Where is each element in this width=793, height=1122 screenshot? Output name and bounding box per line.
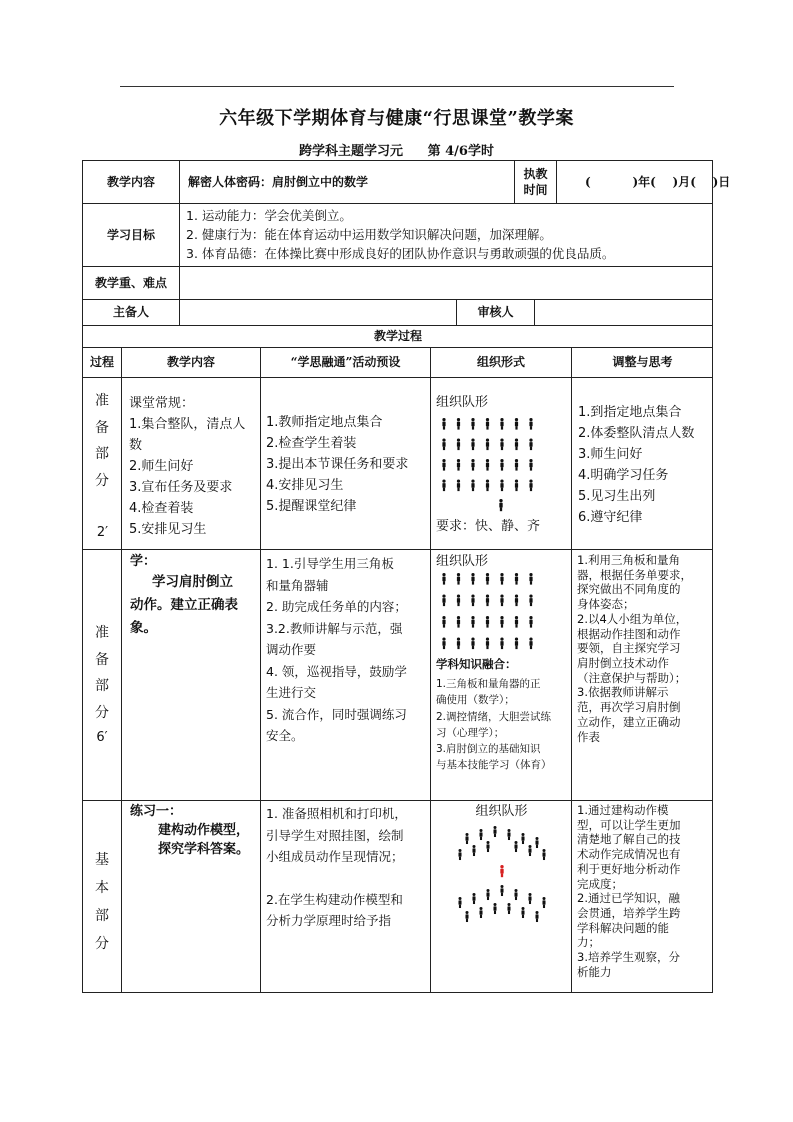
org-title: 组织队形 bbox=[436, 395, 489, 410]
student-figure-icon bbox=[457, 616, 460, 628]
student-figure-icon bbox=[529, 418, 532, 430]
student-figure-icon bbox=[515, 573, 518, 585]
student-figure-icon bbox=[472, 845, 475, 856]
page-title: 六年级下学期体育与健康“行思课堂”教学案 bbox=[219, 108, 574, 129]
header-organization: 组织形式 bbox=[431, 348, 572, 378]
student-figure-icon bbox=[457, 595, 460, 607]
student-figure-icon bbox=[442, 595, 445, 607]
organization-cell bbox=[431, 378, 572, 550]
page-subtitle bbox=[0, 140, 793, 159]
student-figure-icon bbox=[442, 616, 445, 628]
key-points-value bbox=[180, 267, 713, 300]
student-figure-icon bbox=[442, 439, 445, 451]
student-figure-icon bbox=[500, 439, 503, 451]
student-figure-icon bbox=[514, 889, 517, 900]
student-figure-icon bbox=[493, 826, 496, 837]
student-figure-icon bbox=[442, 480, 445, 492]
student-figure-icon bbox=[486, 439, 489, 451]
student-figure-icon bbox=[486, 480, 489, 492]
process-section-title: 教学过程 bbox=[83, 326, 713, 348]
goal-item: 1. 运动能力：学会优美倒立。 bbox=[186, 208, 352, 223]
header-activity: “学思融通”活动预设 bbox=[261, 348, 431, 378]
student-figure-icon bbox=[457, 439, 460, 451]
student-figure-icon bbox=[528, 845, 531, 856]
student-figure-icon bbox=[542, 897, 545, 908]
student-figure-icon bbox=[457, 459, 460, 471]
student-figure-icon bbox=[500, 480, 503, 492]
stage-duration: 6′ bbox=[96, 730, 108, 746]
date-field: ( )年( )月( )日 bbox=[557, 161, 713, 204]
preparer-label: 主备人 bbox=[83, 300, 180, 326]
student-figure-icon bbox=[471, 595, 474, 607]
student-figure-icon bbox=[521, 833, 524, 844]
student-figure-icon bbox=[465, 911, 468, 922]
student-figure-icon bbox=[500, 885, 503, 896]
student-figure-icon bbox=[486, 841, 489, 852]
activity-cell: 1. 准备照相机和打印机， 引导学生对照挂图，绘制 小组成员动作呈现情况； 2.在学生构建动作模型和 分析力学原理时给予指 bbox=[261, 801, 431, 993]
student-figure-icon bbox=[529, 573, 532, 585]
key-points-label: 教学重、难点 bbox=[83, 267, 180, 300]
header-rule bbox=[120, 86, 674, 87]
student-figure-icon bbox=[529, 439, 532, 451]
student-figure-icon bbox=[515, 439, 518, 451]
student-figure-icon bbox=[486, 573, 489, 585]
student-figure-icon bbox=[529, 616, 532, 628]
student-figure-icon bbox=[528, 893, 531, 904]
student-figure-icon bbox=[500, 638, 503, 650]
student-figure-icon bbox=[500, 573, 503, 585]
integration-list: 1.三角板和量角器的正 确使用（数学）； 2.调控情绪，大胆尝试练 习（心理学）； 3.肩肘倒立的基础知识 与基本技能学习（体育） bbox=[436, 678, 552, 772]
student-figure-icon bbox=[535, 911, 538, 922]
reflection-cell: 1.到指定地点集合 2.体委整队清点人数 3.师生问好 4.明确学习任务 5.见习生出列 6.遵守纪律 bbox=[572, 378, 713, 550]
student-figure-icon bbox=[500, 616, 503, 628]
reflection-cell: 1.通过建构动作模 型，可以让学生更加 清楚地了解自己的技 术动作完成情况也有 利于更好地分析动作 完成度； 2.通过已学知识，融 会贯通，培养学生跨 学科解决问题的能 力； 3.培养学生观察，分 析能力 bbox=[577, 803, 681, 979]
lesson-plan-table bbox=[82, 160, 731, 993]
content-cell bbox=[122, 550, 261, 801]
reviewer-value bbox=[535, 300, 713, 326]
student-figure-icon bbox=[442, 638, 445, 650]
reflection-cell: 1.利用三角板和量角 器，根据任务单要求， 探究做出不同角度的 身体姿态； 2.以4人小组为单位， 根据动作挂图和动作 要领，自主探究学习 肩肘倒立技术动作 （注意保护与帮助）； 3.依据教师讲解示 范，再次学习肩肘倒 立动作，建立正确动 作表 bbox=[572, 550, 713, 801]
integration-title: 学科知识融合： bbox=[436, 657, 517, 671]
goals-label: 学习目标 bbox=[83, 204, 180, 267]
header-stage: 过程 bbox=[83, 348, 122, 378]
student-figure-icon bbox=[499, 499, 502, 511]
stage-cell: 准 备 部 分 6′ bbox=[83, 550, 122, 801]
student-figure-icon bbox=[500, 595, 503, 607]
student-figure-icon bbox=[458, 849, 461, 860]
student-figure-icon bbox=[521, 907, 524, 918]
goal-item: 2. 健康行为：能在体育运动中运用数学知识解决问题，加深理解。 bbox=[186, 227, 552, 242]
student-figure-icon bbox=[458, 897, 461, 908]
student-figure-icon bbox=[486, 616, 489, 628]
student-figure-icon bbox=[471, 480, 474, 492]
stage-cell: 基 本 部 分 bbox=[83, 801, 122, 993]
student-figure-icon bbox=[486, 638, 489, 650]
content-label: 教学内容 bbox=[83, 161, 180, 204]
student-figure-icon bbox=[479, 907, 482, 918]
activity-cell: 1. 1.引导学生用三角板 和量角器辅 2. 助完成任务单的内容； 3.2.教师讲解与示范，强 调动作要 4. 领，巡视指导，鼓励学 生进行交 5. 流合作，同时强调练习 安全。 bbox=[261, 550, 431, 801]
teach-time-label: 执教 时间 bbox=[515, 161, 557, 204]
student-figure-icon bbox=[471, 459, 474, 471]
student-figure-icon bbox=[486, 418, 489, 430]
student-figure-icon bbox=[471, 439, 474, 451]
student-figure-icon bbox=[507, 903, 510, 914]
student-figure-icon bbox=[542, 849, 545, 860]
student-figure-icon bbox=[479, 829, 482, 840]
student-figure-icon bbox=[515, 459, 518, 471]
student-figure-icon bbox=[500, 418, 503, 430]
student-figure-icon bbox=[515, 595, 518, 607]
content-body: 建构动作模型， 探究学科答案。 bbox=[158, 822, 250, 857]
student-figure-icon bbox=[471, 573, 474, 585]
student-figure-icon bbox=[471, 616, 474, 628]
student-figure-icon bbox=[457, 638, 460, 650]
org-title: 组织队形 bbox=[475, 804, 528, 819]
stage-duration: 2′ bbox=[96, 525, 109, 540]
student-figure-icon bbox=[471, 418, 474, 430]
student-figure-icon bbox=[515, 616, 518, 628]
student-figure-icon bbox=[442, 573, 445, 585]
student-figure-icon bbox=[472, 893, 475, 904]
student-figure-icon bbox=[514, 841, 517, 852]
content-cell bbox=[122, 801, 261, 993]
org-title: 组织队形 bbox=[436, 554, 489, 569]
header-reflection: 调整与思考 bbox=[572, 348, 713, 378]
goal-item: 3. 体育品德：在体操比赛中形成良好的团队协作意识与勇敢顽强的优良品质。 bbox=[186, 246, 615, 261]
lesson-number: 第 4/6学时 bbox=[427, 144, 494, 159]
header-content: 教学内容 bbox=[122, 348, 261, 378]
reviewer-label: 审核人 bbox=[457, 300, 535, 326]
student-figure-icon bbox=[486, 889, 489, 900]
student-figure-icon bbox=[442, 459, 445, 471]
student-figure-icon bbox=[493, 903, 496, 914]
student-figure-icon bbox=[457, 480, 460, 492]
student-figure-icon bbox=[529, 638, 532, 650]
organization-cell bbox=[431, 801, 572, 993]
preparer-value bbox=[180, 300, 457, 326]
stage-cell: 准 备 部 分 2′ bbox=[83, 378, 122, 550]
student-figure-icon bbox=[457, 573, 460, 585]
student-figure-icon bbox=[442, 418, 445, 430]
goals-list bbox=[180, 204, 713, 267]
student-figure-icon bbox=[465, 833, 468, 844]
student-figure-icon bbox=[471, 638, 474, 650]
unit-label: 跨学科主题学习元 bbox=[299, 144, 404, 159]
group-formation-diagram bbox=[431, 801, 572, 993]
student-figure-icon bbox=[515, 418, 518, 430]
student-figure-icon bbox=[486, 595, 489, 607]
student-figure-icon bbox=[529, 480, 532, 492]
student-figure-icon bbox=[529, 459, 532, 471]
content-head: 学： bbox=[130, 554, 157, 569]
organization-cell bbox=[431, 550, 572, 801]
student-figure-icon bbox=[515, 480, 518, 492]
content-head: 练习一： bbox=[130, 804, 183, 819]
content-value: 解密人体密码：肩肘倒立中的数学 bbox=[180, 161, 515, 204]
student-figure-icon bbox=[529, 595, 532, 607]
student-figure-icon bbox=[515, 638, 518, 650]
student-figure-icon bbox=[500, 459, 503, 471]
student-figure-icon bbox=[535, 837, 538, 848]
org-requirement: 要求：快、静、齐 bbox=[436, 519, 541, 534]
student-figure-icon bbox=[486, 459, 489, 471]
student-figure-icon bbox=[507, 829, 510, 840]
student-figure-icon bbox=[500, 865, 503, 877]
activity-cell: 1.教师指定地点集合 2.检查学生着装 3.提出本节课任务和要求 4.安排见习生 5.提醒课堂纪律 bbox=[261, 378, 431, 550]
content-body: 学习肩肘倒立 动作。建立正确表 象。 bbox=[130, 573, 238, 636]
content-cell: 课堂常规： 1.集合整队，清点人 数 2.师生问好 3.宣布任务及要求 4.检查着装 5.安排见习生 bbox=[122, 378, 261, 550]
student-figure-icon bbox=[457, 418, 460, 430]
